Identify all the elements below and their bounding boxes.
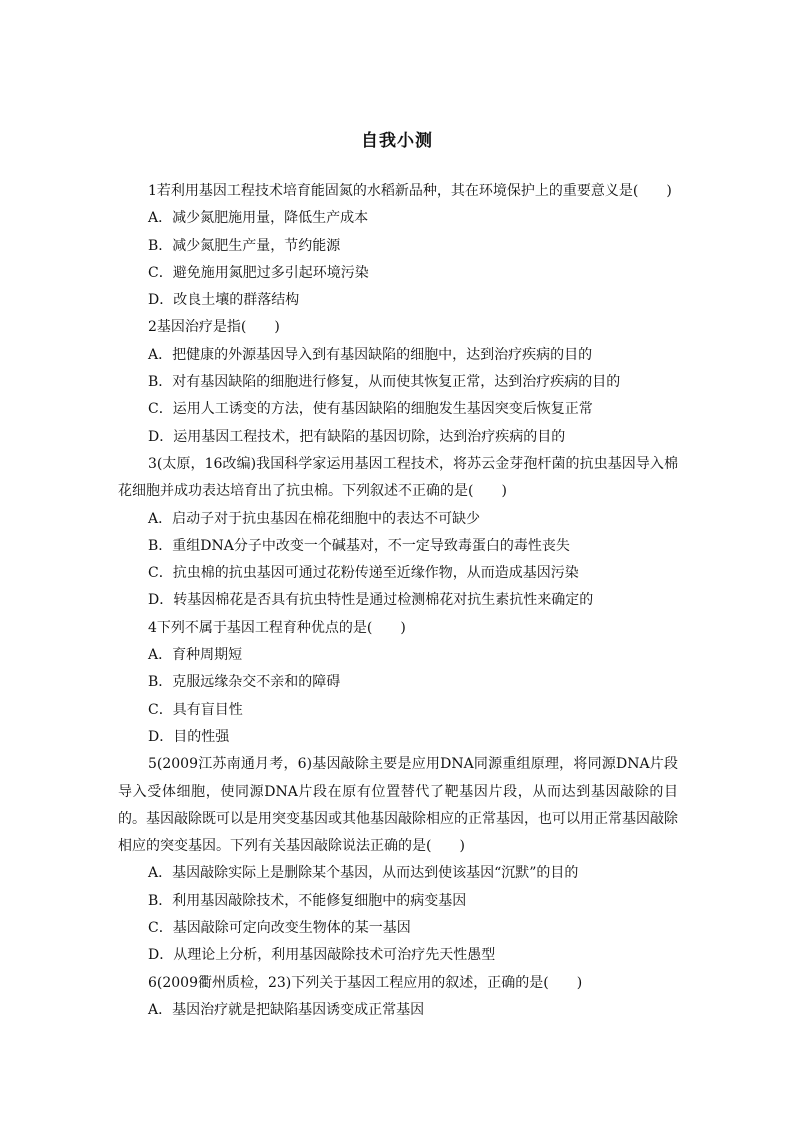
question-3-option-b: B．重组DNA分子中改变一个碱基对，不一定导致毒蛋白的毒性丧失	[148, 537, 570, 554]
question-2-stem: 2基因治疗是指( )	[148, 319, 280, 336]
question-5-option-c: C．基因敲除可定向改变生物体的某一基因	[148, 920, 411, 937]
question-4-stem: 4下列不属于基因工程育种优点的是( )	[148, 619, 406, 636]
question-6-option-a: A．基因治疗就是把缺陷基因诱变成正常基因	[148, 1001, 425, 1018]
question-3-option-c: C．抗虫棉的抗虫基因可通过花粉传递至近缘作物，从而造成基因污染	[148, 565, 579, 582]
question-2-option-c: C．运用人工诱变的方法，使有基因缺陷的细胞发生基因突变后恢复正常	[148, 401, 593, 418]
page-title: 自我小测	[361, 131, 433, 151]
question-5-option-b: B．利用基因敲除技术，不能修复细胞中的病变基因	[148, 892, 467, 909]
question-5-option-a: A．基因敲除实际上是删除某个基因，从而达到使该基因“沉默”的目的	[148, 865, 579, 882]
question-2-option-b: B．对有基因缺陷的细胞进行修复，从而使其恢复正常，达到治疗疾病的目的	[148, 374, 621, 391]
question-3-stem: 3(太原，16改编)我国科学家运用基因工程技术，将苏云金芽孢杆菌的抗虫基因导入棉花细胞并成功表达培育出了抗虫棉。下列叙述不正确的是( )	[118, 455, 678, 500]
question-5-stem: 5(2009江苏南通月考，6)基因敲除主要是应用DNA同源重组原理，将同源DNA片段导入受体细胞，使同源DNA片段在原有位置替代了靶基因片段，从而达到基因敲除的目的。基因敲除既可以是用突变基因或其他基因敲除相应的正常基因，也可以用正常基因敲除相应的突变基因。下列有关基因敲除说法正确的是( )	[118, 756, 678, 855]
question-4-option-d: D．目的性强	[148, 728, 230, 745]
question-1-option-b: B．减少氮肥生产量，节约能源	[148, 237, 341, 254]
question-1-option-c: C．避免施用氮肥过多引起环境污染	[148, 264, 369, 281]
question-4-option-b: B．克服远缘杂交不亲和的障碍	[148, 674, 341, 691]
question-1-option-a: A．减少氮肥施用量，降低生产成本	[148, 210, 369, 227]
question-list	[118, 178, 678, 1024]
question-4-option-a: A．育种周期短	[148, 647, 243, 664]
question-5-option-d: D．从理论上分析，利用基因敲除技术可治疗先天性愚型	[148, 947, 496, 964]
question-3-option-d: D．转基因棉花是否具有抗虫特性是通过检测棉花对抗生素抗性来确定的	[148, 592, 594, 609]
question-2-option-a: A．把健康的外源基因导入到有基因缺陷的细胞中，达到治疗疾病的目的	[148, 346, 593, 363]
question-1-stem: 1若利用基因工程技术培育能固氮的水稻新品种，其在环境保护上的重要意义是( )	[148, 183, 672, 199]
question-3-option-a: A．启动子对于抗虫基因在棉花细胞中的表达不可缺少	[148, 510, 481, 527]
question-2-option-d: D．运用基因工程技术，把有缺陷的基因切除，达到治疗疾病的目的	[148, 428, 566, 445]
question-4-option-c: C．具有盲目性	[148, 701, 243, 718]
question-6-stem: 6(2009衢州质检，23)下列关于基因工程应用的叙述，正确的是( )	[148, 974, 583, 991]
question-1-option-d: D．改良土壤的群落结构	[148, 292, 300, 309]
